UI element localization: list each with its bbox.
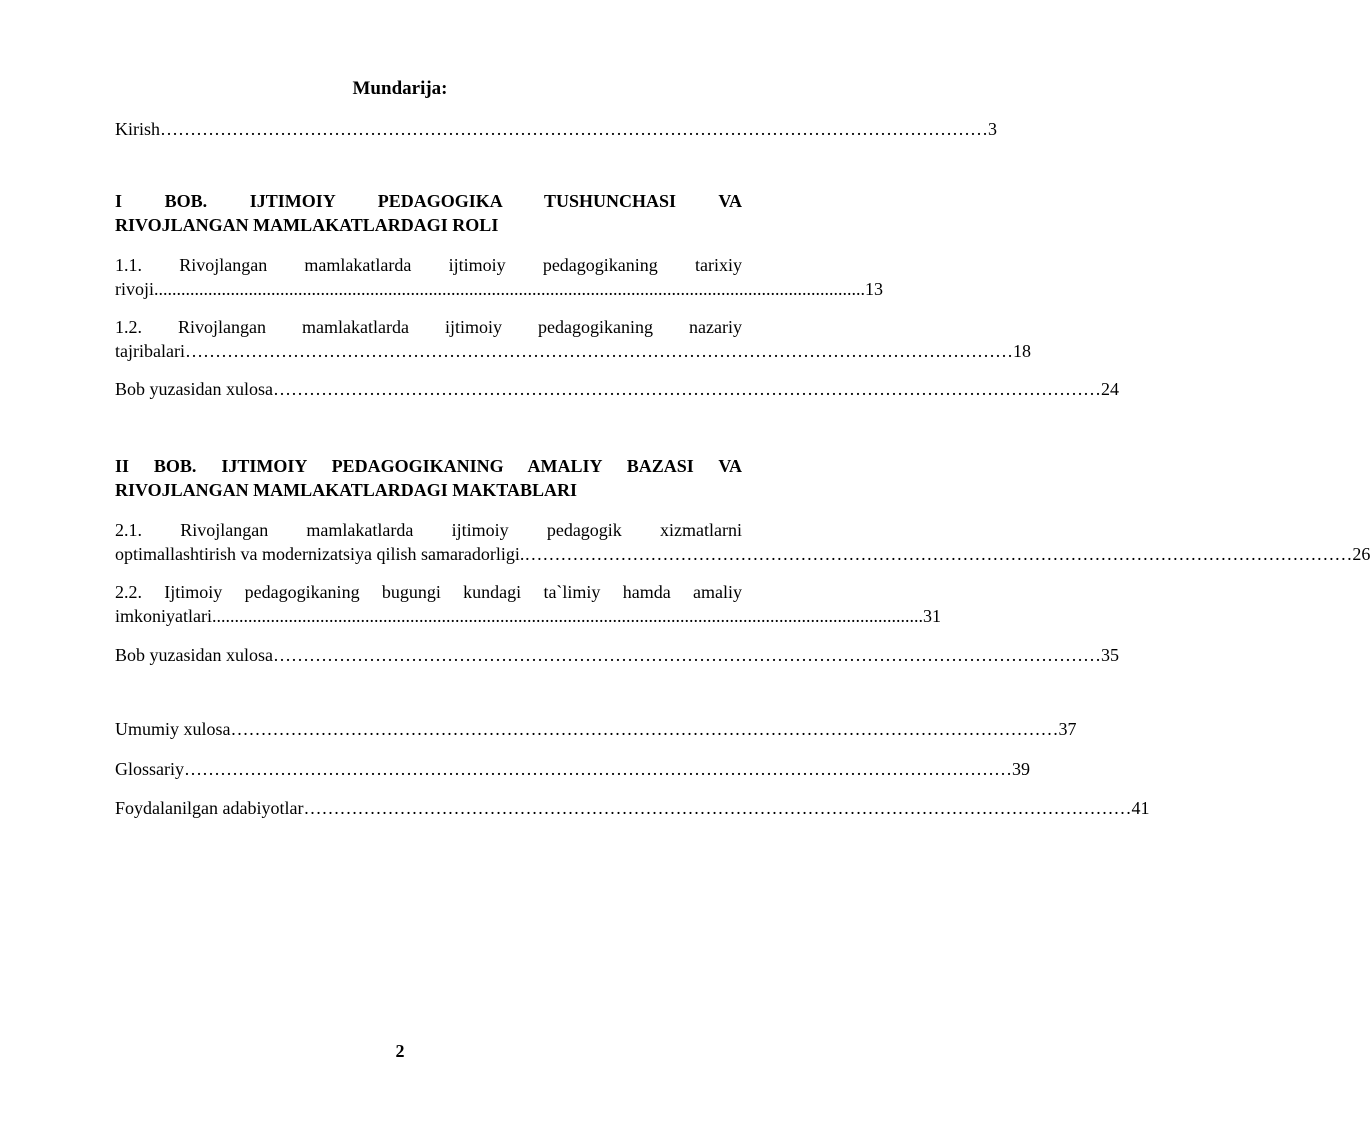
toc-entry-1-1-line1: 1.1. Rivojlangan mamlakatlarda ijtimoiy pedagogikaning tarixiy xyxy=(115,255,742,275)
toc-entry-xulosa-1 xyxy=(115,378,1119,400)
dot-leader: ………………………………………………………………………………………………………………………… xyxy=(184,759,1012,779)
page-number: 2 xyxy=(395,1041,405,1061)
toc-entry-umumiy-xulosa xyxy=(115,718,1077,740)
toc-entry-2-1-line2 xyxy=(115,543,1370,565)
toc-entry-page: 24 xyxy=(1100,379,1119,399)
toc-entry-page: 35 xyxy=(1100,645,1119,665)
toc-entry-page: 26 xyxy=(1352,544,1370,564)
toc-title: Mundarija: xyxy=(352,78,448,99)
dot-leader: ………………………………………………………………………………………………………………………… xyxy=(272,645,1101,665)
toc-entry-page: 13 xyxy=(865,279,883,299)
dot-leader: ………………………………………………………………………………………………………………………… xyxy=(184,341,1013,361)
chapter-1-heading-line2: RIVOJLANGAN MAMLAKATLARDAGI ROLI xyxy=(115,215,499,235)
dot-leader: .............................................................................................................................................................. xyxy=(154,279,865,299)
toc-entry-2-2-line2 xyxy=(115,605,941,627)
toc-entry-1-2-line2 xyxy=(115,340,1031,362)
toc-entry-label: optimallashtirish va modernizatsiya qilish samaradorligi. xyxy=(115,544,525,564)
dot-leader: ………………………………………………………………………………………………………………………… xyxy=(230,719,1059,739)
toc-entry-label: Foydalanilgan adabiyotlar xyxy=(115,798,304,818)
toc-entry-label: Kirish xyxy=(115,119,160,139)
toc-entry-page: 3 xyxy=(988,119,997,139)
dot-leader: ………………………………………………………………………………………………………………………… xyxy=(524,544,1353,564)
toc-entry-kirish xyxy=(115,118,997,140)
toc-entry-xulosa-2 xyxy=(115,644,1119,666)
dot-leader: ………………………………………………………………………………………………………………………… xyxy=(303,798,1132,818)
toc-entry-page: 18 xyxy=(1012,341,1031,361)
toc-entry-label: tajribalari xyxy=(115,341,185,361)
dot-leader: ………………………………………………………………………………………………………………………… xyxy=(272,379,1101,399)
toc-entry-1-2-line1: 1.2. Rivojlangan mamlakatlarda ijtimoiy pedagogikaning nazariy xyxy=(115,317,742,337)
toc-entry-label: Bob yuzasidan xulosa xyxy=(115,645,273,665)
toc-entry-2-1-line1: 2.1. Rivojlangan mamlakatlarda ijtimoiy pedagogik xizmatlarni xyxy=(115,520,742,540)
toc-entry-label: Umumiy xulosa xyxy=(115,719,231,739)
chapter-2-heading-line1: II BOB. IJTIMOIY PEDAGOGIKANING AMALIY BAZASI VA xyxy=(115,456,742,476)
toc-entry-page: 39 xyxy=(1012,759,1030,779)
toc-entry-label: imkoniyatlari xyxy=(115,606,212,626)
toc-entry-page: 37 xyxy=(1058,719,1077,739)
toc-entry-glossariy xyxy=(115,758,1030,780)
dot-leader: .............................................................................................................................................................. xyxy=(211,606,923,626)
dot-leader: ………………………………………………………………………………………………………………………… xyxy=(160,119,988,139)
toc-entry-label: Glossariy xyxy=(115,759,184,779)
toc-entry-label: rivoji xyxy=(115,279,154,299)
toc-entry-1-1-line2 xyxy=(115,278,883,300)
toc-entry-page: 41 xyxy=(1131,798,1150,818)
toc-entry-page: 31 xyxy=(922,606,941,626)
toc-entry-label: Bob yuzasidan xulosa xyxy=(115,379,273,399)
toc-entry-adabiyotlar xyxy=(115,797,1150,819)
chapter-1-heading-line1: I BOB. IJTIMOIY PEDAGOGIKA TUSHUNCHASI VA xyxy=(115,191,742,211)
chapter-2-heading-line2: RIVOJLANGAN MAMLAKATLARDAGI MAKTABLARI xyxy=(115,480,577,500)
toc-entry-2-2-line1: 2.2. Ijtimoiy pedagogikaning bugungi kundagi ta`limiy hamda amaliy xyxy=(115,582,742,602)
